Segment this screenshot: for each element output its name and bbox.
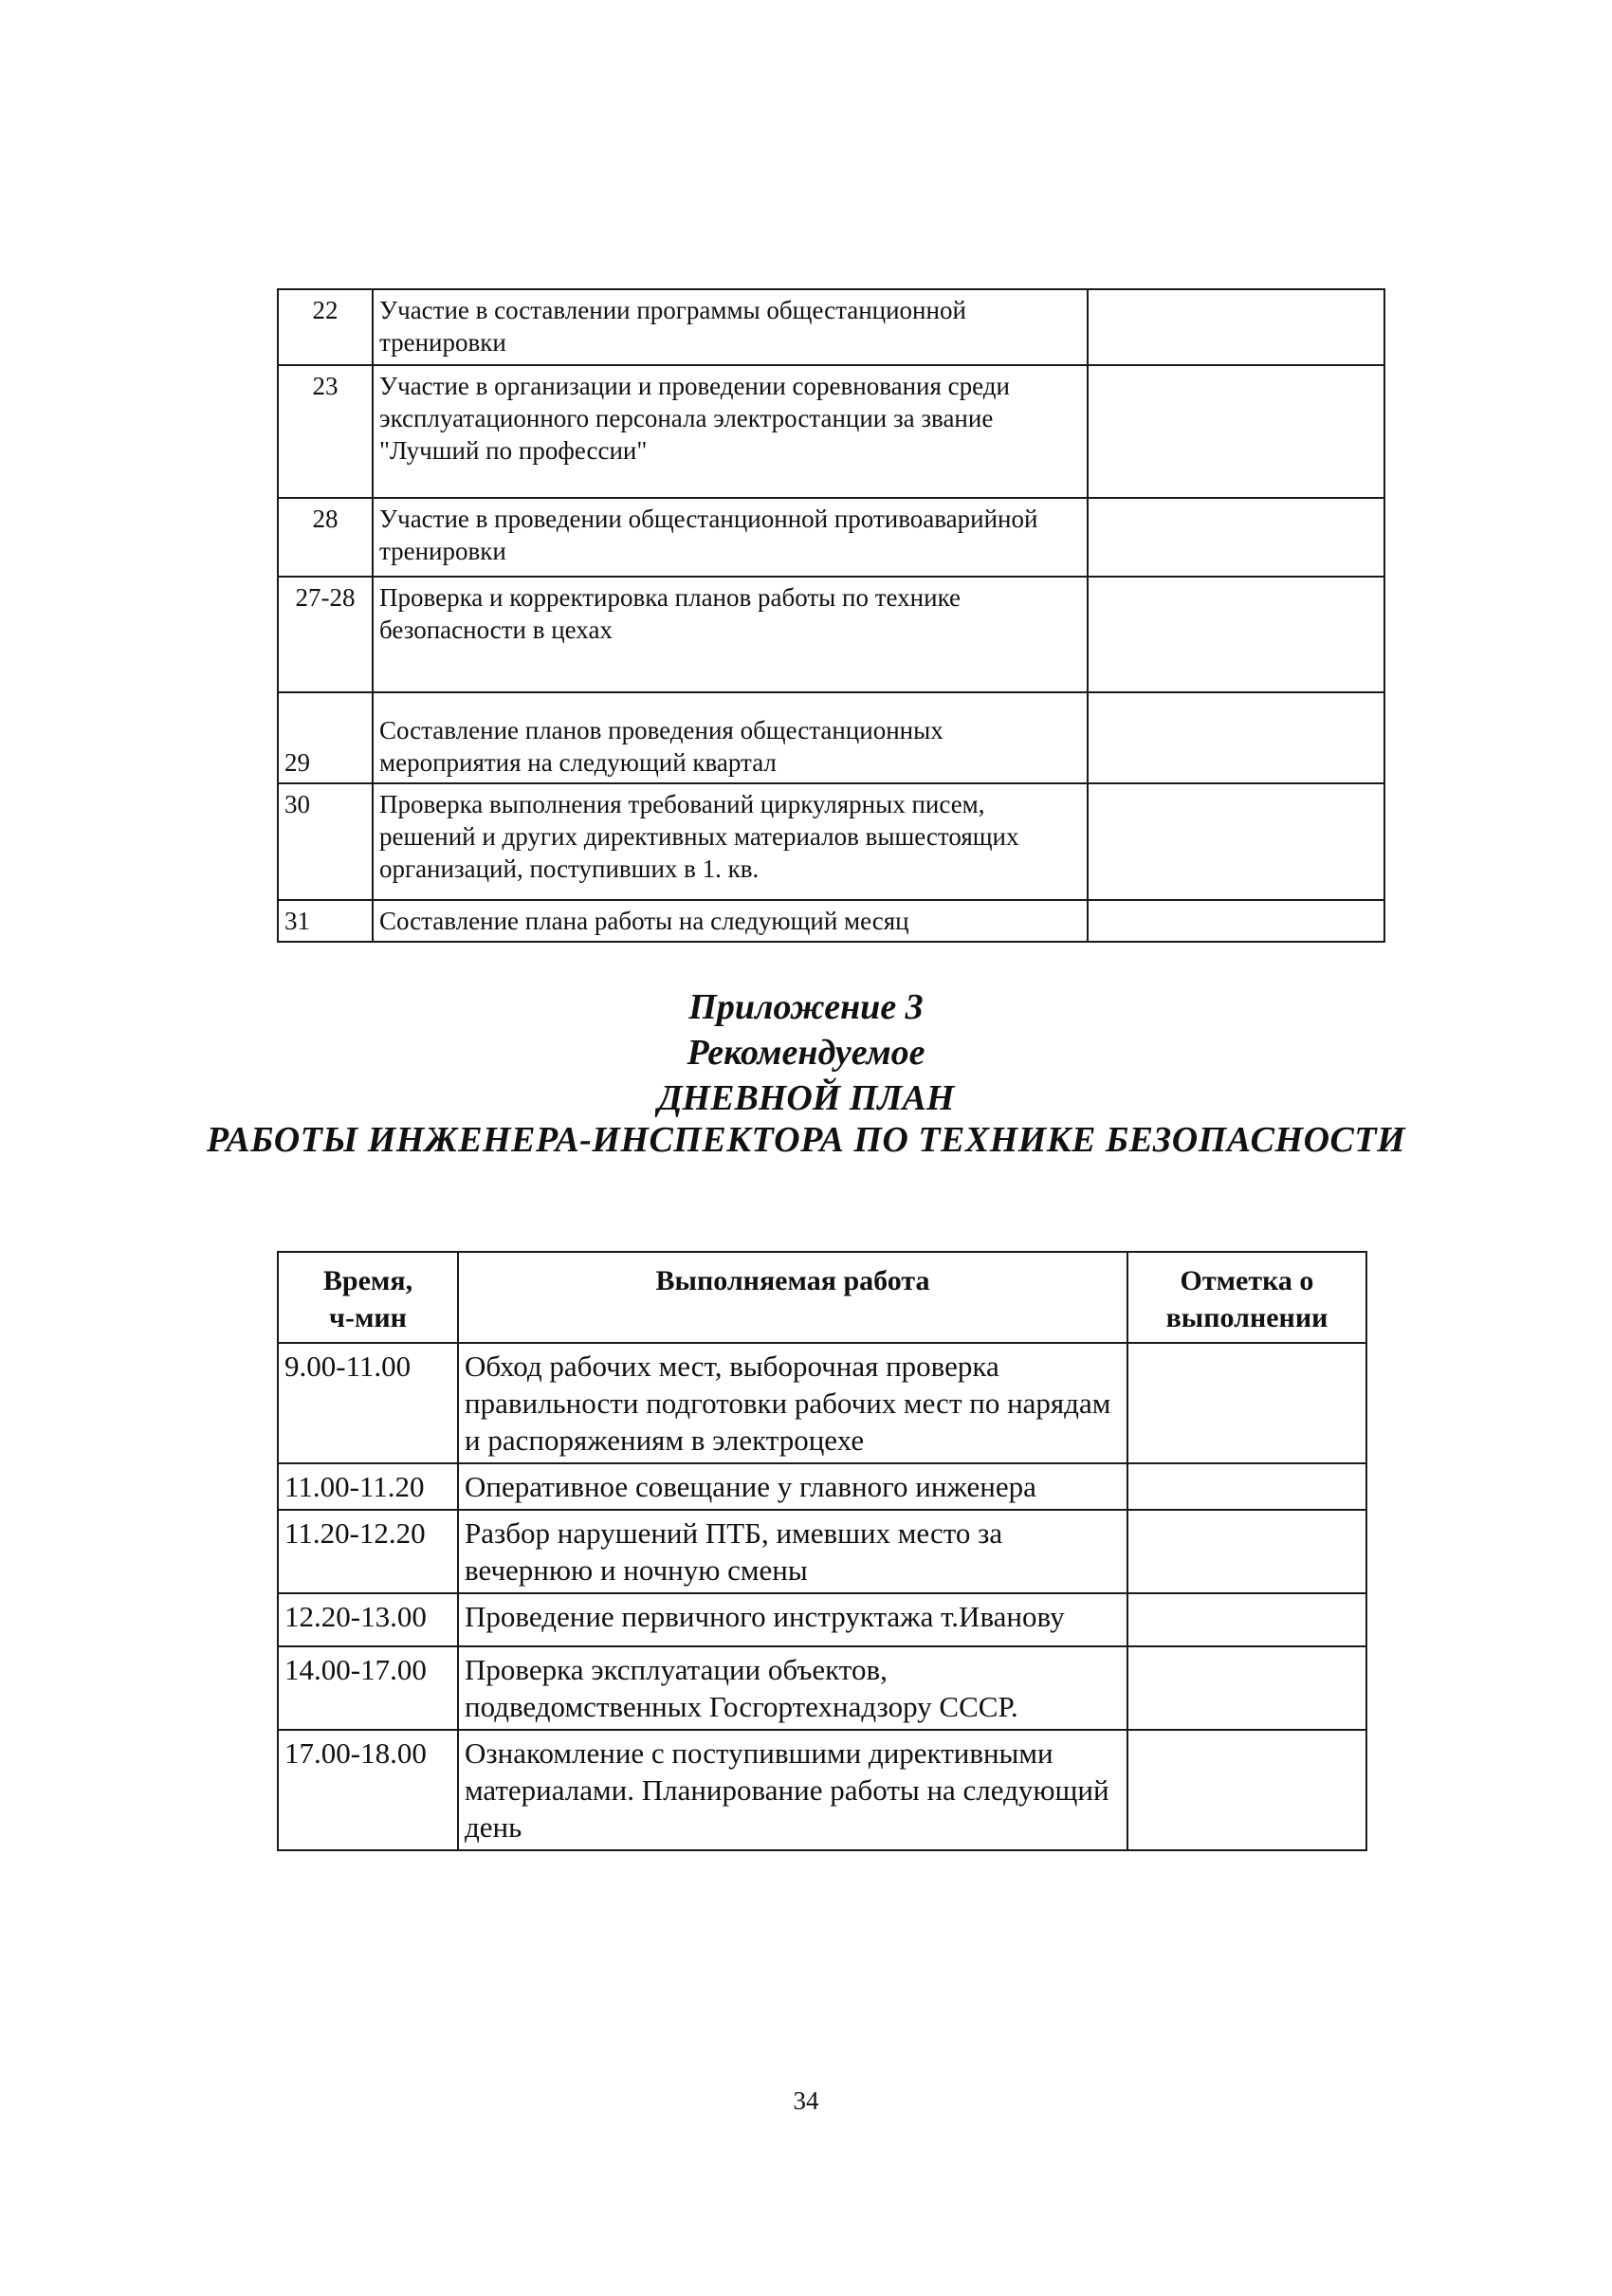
row-work: Обход рабочих мест, выборочная проверка правильности подготовки рабочих мест по нарядам и распоряжениям в электроцехе [458,1343,1127,1463]
row-work: Участие в организации и проведении соревнования среди эксплуатационного персонала электростанции за звание "Лучший по профессии" [373,365,1088,498]
row-mark [1088,692,1384,783]
table-row [278,1463,1366,1510]
table-header-row [278,1252,1366,1343]
appendix-label: Приложение 3 [688,987,924,1027]
row-time: 17.00-18.00 [278,1730,458,1850]
table-row [278,900,1384,942]
row-number: 23 [278,365,373,498]
table-row [278,498,1384,577]
row-mark [1088,783,1384,900]
row-number: 28 [278,498,373,577]
continuation-table [277,288,1385,943]
row-number: 29 [278,692,373,783]
header-work: Выполняемая работа [458,1252,1127,1343]
row-work: Разбор нарушений ПТБ, имевших место за вечернюю и ночную смены [458,1510,1127,1593]
row-time: 12.20-13.00 [278,1593,458,1646]
row-mark [1127,1343,1366,1463]
row-work: Проверка выполнения требований циркулярных писем, решений и других директивных материалов вышестоящих организаций, поступивших в 1. кв. [373,783,1088,900]
row-number: 22 [278,289,373,365]
table-row [278,577,1384,692]
row-mark [1127,1463,1366,1510]
table-row [278,1593,1366,1646]
header-time-line2: ч-мин [329,1302,407,1333]
table-row [278,1510,1366,1593]
page-title: ДНЕВНОЙ ПЛАН [657,1078,955,1118]
row-work: Проверка эксплуатации объектов, подведомственных Госгортехнадзору СССР. [458,1646,1127,1730]
row-mark [1127,1510,1366,1593]
row-time: 14.00-17.00 [278,1646,458,1730]
row-mark [1088,900,1384,942]
row-mark [1088,289,1384,365]
row-work: Участие в составлении программы общестанционной тренировки [373,289,1088,365]
table-row [278,1343,1366,1463]
header-mark-line2: выполнении [1165,1302,1328,1333]
page-subtitle: РАБОТЫ ИНЖЕНЕРА-ИНСПЕКТОРА ПО ТЕХНИКЕ БЕЗОПАСНОСТИ [206,1120,1406,1160]
row-mark [1088,365,1384,498]
row-work: Проведение первичного инструктажа т.Иванову [458,1593,1127,1646]
row-work: Ознакомление с поступившими директивными материалами. Планирование работы на следующий день [458,1730,1127,1850]
table-row [278,365,1384,498]
row-time: 11.00-11.20 [278,1463,458,1510]
table-row [278,692,1384,783]
header-time-line1: Время, [322,1265,413,1296]
page-number: 34 [793,2086,819,2115]
header-time [278,1252,458,1343]
row-work: Оперативное совещание у главного инженера [458,1463,1127,1510]
row-mark [1127,1730,1366,1850]
header-mark-line1: Отметка о [1180,1265,1314,1296]
row-mark [1088,577,1384,692]
table-row [278,783,1384,900]
row-mark [1127,1593,1366,1646]
row-mark [1088,498,1384,577]
row-time: 11.20-12.20 [278,1510,458,1593]
header-mark [1127,1252,1366,1343]
row-work: Составление плана работы на следующий месяц [373,900,1088,942]
row-time: 9.00-11.00 [278,1343,458,1463]
row-number: 30 [278,783,373,900]
recommended-label: Рекомендуемое [687,1033,925,1073]
row-work: Проверка и корректировка планов работы по технике безопасности в цехах [373,577,1088,692]
table-row [278,1730,1366,1850]
row-work: Составление планов проведения общестанционных мероприятия на следующий квартал [373,692,1088,783]
table-row [278,1646,1366,1730]
daily-plan-table [277,1251,1367,1851]
row-mark [1127,1646,1366,1730]
row-work: Участие в проведении общестанционной противоаварийной тренировки [373,498,1088,577]
row-number: 31 [278,900,373,942]
table-row [278,289,1384,365]
row-number: 27-28 [278,577,373,692]
